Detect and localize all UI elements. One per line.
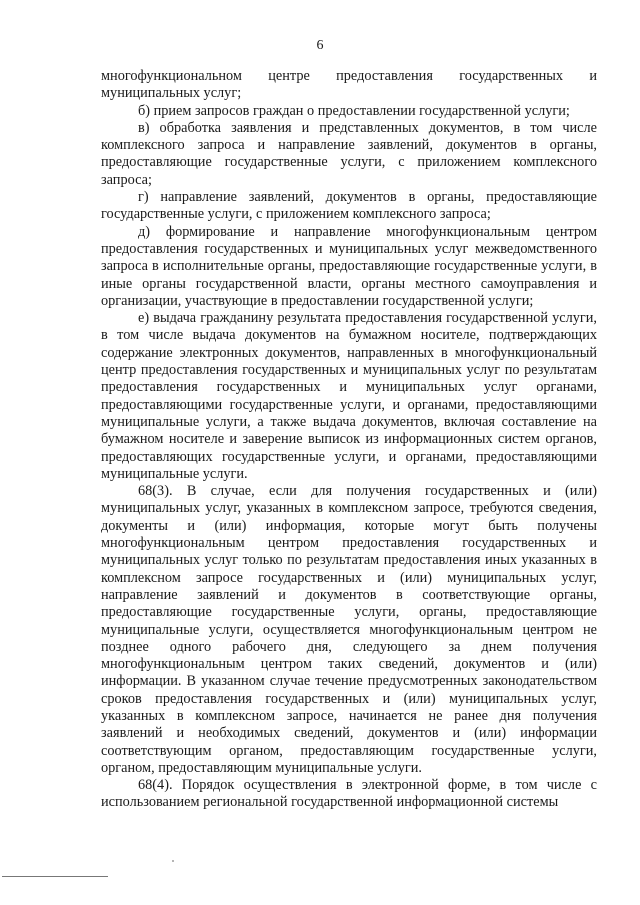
paragraph-68-4: 68(4). Порядок осуществления в электронной форме, в том числе с использованием региональной государственной информационной системы (101, 777, 597, 811)
paragraph-item-b: б) прием запросов граждан о предоставлении государственной услуги; (138, 102, 570, 119)
paragraph-continuation: многофункциональном центре предоставления государственных и муниципальных услуг; (101, 68, 597, 102)
paragraph-68-3: 68(3). В случае, если для получения государственных и (или) муниципальных услуг, указанных в комплексном запросе, требуются сведения, документы и (или) информация, которые могут быть получены многофункциональным центром предоставления государственных и муниципальных услуг только по результатам предоставления иных указанных в комплексном запросе государственных и (или) муниципальных услуг, направление заявлений и документов в соответствующие органы, предоставляющие государственные услуги, органы, предоставляющие муниципальные услуги, осуществляется многофункциональным центром не позднее одного рабочего дня, следующего за днем получения многофункциональным центром таких сведений, документов и (или) информации. В указанном случае течение предусмотренных законодательством сроков предоставления государственных и (или) муниципальных услуг, указанных в комплексном запросе, начинается не ранее дня получения заявлений и необходимых сведений, документов и (или) информации соответствующим органом, предоставляющим государственные услуги, органом, предоставляющим муниципальные услуги. (101, 483, 597, 776)
paragraph-item-g: г) направление заявлений, документов в органы, предоставляющие государственные услуги, с приложением комплексного запроса; (101, 189, 597, 223)
paragraph-item-e: е) выдача гражданину результата предоставления государственной услуги, в том числе выдача документов на бумажном носителе, подтверждающих содержание электронных документов, направленных в многофункциональный центр предоставления государственных и муниципальных услуг по результатам предоставления государственных и муниципальных услуг органами, предоставляющими государственные услуги, и органами, предоставляющими муниципальные услуги, а также выдача документов, включая составление на бумажном носителе и заверение выписок из информационных систем органов, предоставляющих государственные услуги, и органами, предоставляющими муниципальные услуги. (101, 310, 597, 482)
paragraph-item-d: д) формирование и направление многофункциональным центром предоставления государственных и муниципальных услуг межведомственного запроса в исполнительные органы, предоставляющие государственные услуги, в иные органы государственной власти, органы местного самоуправления и организации, участвующие в предоставлении государственной услуги; (101, 223, 597, 309)
footnote-rule (2, 876, 108, 877)
paragraph-item-v: в) обработка заявления и представленных документов, в том числе комплексного запроса и направление заявлений, документов в органы, предоставляющие государственные услуги, с приложением комплексного запроса; (101, 119, 597, 188)
scan-speck (172, 860, 174, 862)
document-body (101, 68, 597, 812)
page-number: 6 (316, 38, 324, 53)
